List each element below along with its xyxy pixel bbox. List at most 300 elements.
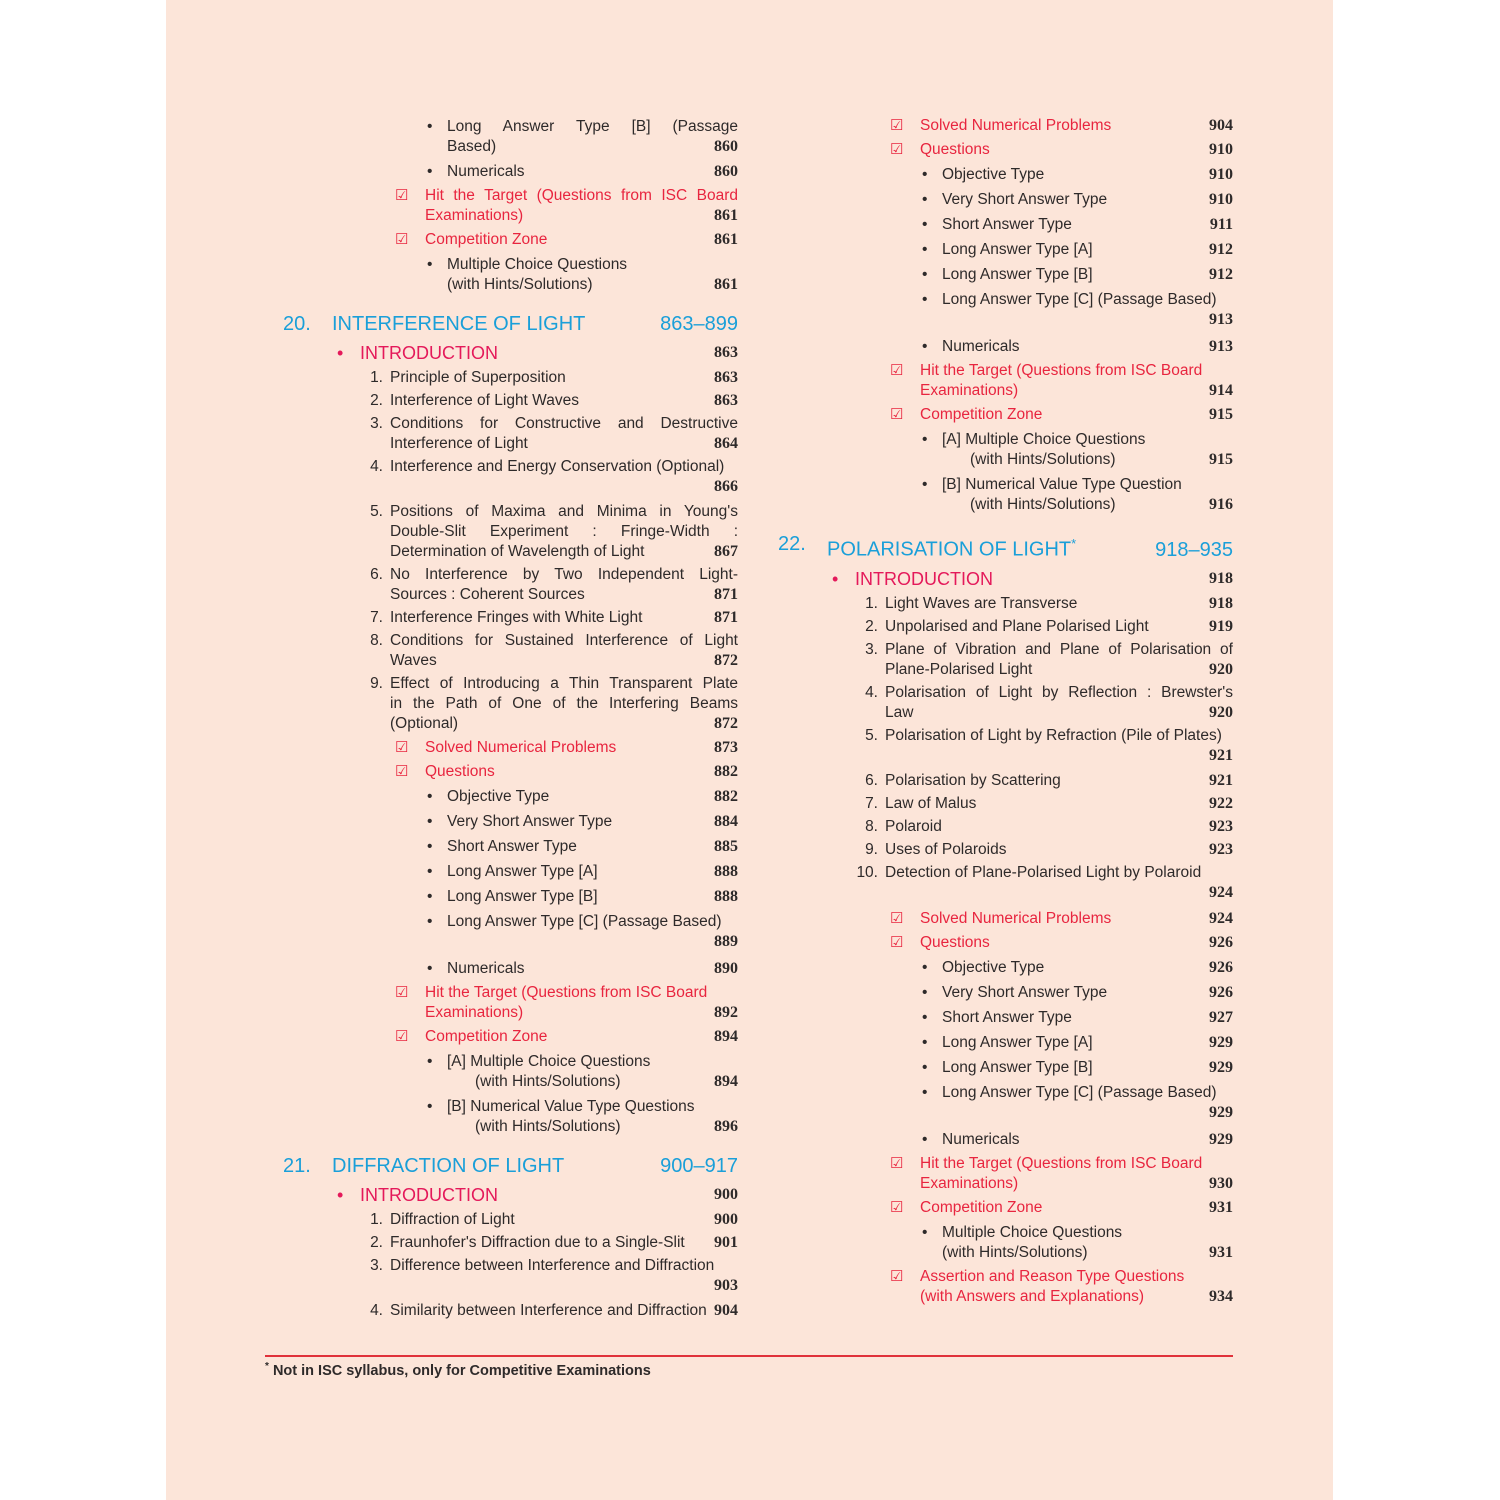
entry-body: [778, 640, 1233, 680]
subsection-entry[interactable]: [778, 290, 1233, 332]
page-number: 923: [1209, 817, 1233, 835]
entry-text-line: (with Hints/Solutions): [475, 1118, 621, 1135]
page-number: 888: [714, 888, 738, 905]
bullet-icon: •: [427, 888, 433, 905]
entry-number: 7.: [370, 609, 383, 626]
page-number: 924: [1209, 909, 1233, 927]
page-number: 929: [1209, 1103, 1233, 1121]
subsection-entry[interactable]: [283, 837, 738, 857]
topic-entry[interactable]: [778, 640, 1233, 680]
introduction-heading[interactable]: [778, 567, 1233, 591]
entry-text-line: Conditions for Sustained Interference of Light: [390, 632, 738, 649]
page-number: 915: [1209, 406, 1233, 423]
page-number: 885: [714, 838, 738, 855]
entry-body: [283, 1233, 738, 1253]
bullet-icon: •: [427, 813, 433, 830]
entry-body: [778, 1130, 1233, 1150]
entry-body: [283, 1256, 738, 1298]
subsection-entry[interactable]: [778, 337, 1233, 357]
entry-text-line: Long Answer Type [B]: [447, 888, 598, 905]
subsection-entry[interactable]: [283, 862, 738, 882]
page-number: 913: [1209, 338, 1233, 355]
entry-text-line: Similarity between Interference and Diffraction: [390, 1302, 707, 1319]
entry-text-line: Objective Type: [447, 788, 550, 805]
entry-body: [283, 983, 738, 1023]
page-number: 863–899: [660, 313, 738, 335]
page-number: 866: [714, 478, 738, 495]
topic-entry[interactable]: [778, 863, 1233, 905]
topic-entry[interactable]: [283, 631, 738, 671]
entry-body: [283, 391, 738, 411]
footnote-text: Not in ISC syllabus, only for Competitive Examinations: [272, 1362, 651, 1379]
entry-text-line: Short Answer Type: [447, 838, 577, 855]
entry-text-line: Unpolarised and Plane Polarised Light: [885, 617, 1149, 635]
page-number: 860: [714, 163, 738, 180]
section-entry[interactable]: [283, 762, 738, 782]
entry-title: POLARISATION OF LIGHT: [827, 538, 1072, 561]
page-number: 918: [1209, 594, 1233, 612]
subsection-entry[interactable]: [778, 958, 1233, 978]
page-number: 924: [1209, 883, 1233, 901]
section-entry[interactable]: [778, 405, 1233, 425]
page-number: 918–935: [1155, 538, 1233, 561]
page-number: 888: [714, 863, 738, 880]
bullet-icon: •: [922, 1083, 928, 1101]
bullet-icon: •: [922, 983, 928, 1001]
entry-text-line: Short Answer Type: [942, 1008, 1072, 1026]
page-number: 929: [1209, 1058, 1233, 1076]
chapter-heading[interactable]: [283, 1153, 738, 1179]
entry-number: 10.: [856, 863, 878, 881]
subsection-entry[interactable]: [778, 240, 1233, 260]
page-number: 926: [1209, 958, 1233, 976]
bullet-icon: •: [922, 958, 928, 976]
entry-text-line: Examinations): [920, 1174, 1019, 1192]
topic-entry[interactable]: [778, 794, 1233, 814]
section-entry[interactable]: [778, 361, 1233, 401]
bullet-icon: •: [922, 191, 928, 208]
entry-text-line: Solved Numerical Problems: [920, 909, 1112, 927]
entry-body: [283, 1210, 738, 1230]
subsection-entry[interactable]: [778, 1223, 1233, 1263]
entry-body: [778, 215, 1233, 235]
entry-body: [778, 726, 1233, 768]
entry-body: [778, 475, 1233, 515]
bullet-icon: •: [922, 476, 928, 493]
entry-body: [283, 912, 738, 954]
page-number: 900: [714, 1211, 738, 1228]
entry-text-line: Numericals: [447, 960, 525, 977]
entry-text-line: Interference and Energy Conservation (Optional): [390, 458, 725, 475]
page-number: 871: [714, 586, 738, 603]
page-number: 861: [714, 207, 738, 224]
entry-body: [283, 1183, 738, 1207]
page-number: 896: [714, 1118, 738, 1135]
introduction-heading[interactable]: [283, 341, 738, 365]
page-number: 903: [714, 1277, 738, 1294]
bullet-icon: •: [427, 913, 433, 930]
entry-text-line: Numericals: [447, 163, 525, 180]
entry-text-line: Hit the Target (Questions from ISC Board: [425, 984, 708, 1001]
entry-text-line: Determination of Wavelength of Light: [390, 543, 645, 560]
entry-body: [778, 1058, 1233, 1078]
entry-number: 3.: [865, 640, 878, 658]
page-number: 863: [714, 392, 738, 409]
entry-body: [778, 817, 1233, 837]
entry-text-line: Numericals: [942, 338, 1020, 355]
entry-text-line: (with Hints/Solutions): [942, 1243, 1088, 1261]
entry-number: 4.: [370, 1302, 383, 1319]
entry-text-line: Polaroid: [885, 817, 942, 835]
topic-entry[interactable]: [778, 683, 1233, 723]
chapter-heading[interactable]: [778, 531, 1233, 563]
page-number: 884: [714, 813, 738, 830]
entry-text-line: [B] Numerical Value Type Question: [942, 476, 1182, 493]
entry-body: [778, 617, 1233, 637]
entry-text-line: INTRODUCTION: [855, 568, 993, 589]
section-entry[interactable]: [778, 1154, 1233, 1194]
topic-entry[interactable]: [778, 617, 1233, 637]
section-entry[interactable]: [778, 933, 1233, 953]
bullet-icon: •: [922, 216, 928, 233]
entry-body: [778, 1008, 1233, 1028]
chapter-heading[interactable]: [283, 311, 738, 337]
section-entry[interactable]: [778, 116, 1233, 136]
bullet-icon: •: [427, 118, 433, 135]
checkbox-icon: ☑: [395, 763, 409, 780]
page-number: 910: [1209, 141, 1233, 158]
entry-number: 5.: [865, 726, 878, 744]
entry-text-line: Diffraction of Light: [390, 1211, 515, 1228]
entry-body: [778, 983, 1233, 1003]
entry-body: [283, 230, 738, 250]
toc-right-column: [778, 112, 1233, 1307]
page-number: 861: [714, 231, 738, 248]
checkbox-icon: ☑: [890, 1154, 904, 1172]
checkbox-icon: ☑: [395, 739, 409, 756]
entry-text-line: Law of Malus: [885, 794, 977, 812]
section-entry[interactable]: [283, 230, 738, 250]
bullet-icon: •: [337, 1185, 344, 1205]
subsection-entry[interactable]: [778, 1130, 1233, 1150]
entry-text-line: Double-Slit Experiment : Fringe-Width :: [390, 523, 738, 540]
topic-entry[interactable]: [283, 1301, 738, 1321]
entry-body: [283, 887, 738, 907]
page-number: 900–917: [660, 1155, 738, 1177]
entry-text-line: Fraunhofer's Diffraction due to a Single-Slit: [390, 1234, 685, 1251]
bullet-icon: •: [922, 266, 928, 283]
topic-entry[interactable]: [283, 1233, 738, 1253]
entry-number: 6.: [865, 771, 878, 789]
entry-text-line: Interference of Light Waves: [390, 392, 579, 409]
topic-entry[interactable]: [283, 391, 738, 411]
entry-text-line: INTRODUCTION: [360, 343, 498, 363]
entry-text-line: Waves: [390, 652, 437, 669]
entry-text-line: Assertion and Reason Type Questions: [920, 1267, 1185, 1285]
entry-body: [283, 762, 738, 782]
entry-text-line: Questions: [920, 933, 990, 951]
subsection-entry[interactable]: [283, 912, 738, 954]
entry-text-line: Long Answer Type [A]: [447, 863, 598, 880]
page-number: 922: [1209, 794, 1233, 812]
subsection-entry[interactable]: [778, 475, 1233, 515]
subsection-entry[interactable]: [778, 1058, 1233, 1078]
entry-text-line: Detection of Plane-Polarised Light by Polaroid: [885, 863, 1202, 881]
subsection-entry[interactable]: [778, 430, 1233, 470]
page-number: 920: [1209, 660, 1233, 678]
asterisk-mark: *: [1071, 536, 1077, 551]
entry-body: [778, 265, 1233, 285]
topic-entry[interactable]: [283, 1256, 738, 1298]
subsection-entry[interactable]: [283, 812, 738, 832]
topic-entry[interactable]: [283, 1210, 738, 1230]
bullet-icon: •: [427, 863, 433, 880]
bullet-icon: •: [922, 241, 928, 258]
checkbox-icon: ☑: [890, 1267, 904, 1285]
entry-text-line: Competition Zone: [425, 1028, 548, 1045]
page-number: 904: [714, 1302, 738, 1319]
topic-entry[interactable]: [778, 771, 1233, 791]
entry-body: [283, 674, 738, 734]
entry-text-line: Solved Numerical Problems: [425, 739, 617, 756]
topic-entry[interactable]: [778, 840, 1233, 860]
checkbox-icon: ☑: [890, 141, 904, 158]
entry-text-line: Long Answer Type [C] (Passage Based): [942, 291, 1217, 308]
topic-entry[interactable]: [283, 674, 738, 734]
entry-text-line: (with Answers and Explanations): [920, 1287, 1145, 1305]
entry-text-line: Long Answer Type [A]: [942, 1033, 1093, 1051]
topic-entry[interactable]: [283, 502, 738, 562]
page-number: 921: [1209, 771, 1233, 789]
entry-text-line: Principle of Superposition: [390, 369, 566, 386]
subsection-entry[interactable]: [283, 1097, 738, 1137]
entry-body: [283, 162, 738, 182]
section-entry[interactable]: [283, 738, 738, 758]
entry-number: 9.: [370, 675, 383, 692]
checkbox-icon: ☑: [890, 117, 904, 134]
entry-text-line: Solved Numerical Problems: [920, 117, 1112, 134]
entry-text-line: Questions: [425, 763, 495, 780]
entry-body: [778, 567, 1233, 591]
checkbox-icon: ☑: [890, 362, 904, 379]
topic-entry[interactable]: [283, 608, 738, 628]
page-number: 923: [1209, 840, 1233, 858]
bullet-icon: •: [427, 960, 433, 977]
subsection-entry[interactable]: [778, 265, 1233, 285]
entry-text-line: Plane-Polarised Light: [885, 660, 1033, 678]
entry-text-line: Hit the Target (Questions from ISC Board: [425, 187, 738, 204]
entry-body: [778, 840, 1233, 860]
entry-text-line: DIFFRACTION OF LIGHT: [332, 1155, 565, 1177]
entry-text-line: Difference between Interference and Diffraction: [390, 1257, 715, 1274]
page-number: 921: [1209, 746, 1233, 764]
entry-number: 7.: [865, 794, 878, 812]
section-entry[interactable]: [283, 983, 738, 1023]
entry-number: 20.: [283, 313, 311, 335]
page-number: 931: [1209, 1243, 1233, 1261]
page-number: 929: [1209, 1033, 1233, 1051]
section-entry[interactable]: [778, 1198, 1233, 1218]
entry-number: 2.: [370, 1234, 383, 1251]
entry-text-line: Sources : Coherent Sources: [390, 586, 585, 603]
entry-body: [778, 405, 1233, 425]
entry-number: 2.: [370, 392, 383, 409]
entry-body: [283, 1027, 738, 1047]
entry-body: [778, 190, 1233, 210]
entry-text-line: [A] Multiple Choice Questions: [447, 1053, 651, 1070]
entry-text-line: (with Hints/Solutions): [475, 1073, 621, 1090]
entry-number: 4.: [865, 683, 878, 701]
checkbox-icon: ☑: [395, 1028, 409, 1045]
checkbox-icon: ☑: [890, 406, 904, 423]
page-number: 930: [1209, 1174, 1233, 1192]
entry-number: 2.: [865, 617, 878, 635]
topic-entry[interactable]: [283, 457, 738, 499]
topic-entry[interactable]: [283, 368, 738, 388]
subsection-entry[interactable]: [778, 1008, 1233, 1028]
introduction-heading[interactable]: [283, 1183, 738, 1207]
entry-text-line: Examinations): [920, 382, 1019, 399]
page-number: 926: [1209, 983, 1233, 1001]
subsection-entry[interactable]: [778, 190, 1233, 210]
section-entry[interactable]: [283, 186, 738, 226]
entry-body: [283, 117, 738, 157]
page-number: 871: [714, 609, 738, 626]
footnote: * Not in ISC syllabus, only for Competitive Examinations: [265, 1361, 651, 1379]
entry-text-line: Effect of Introducing a Thin Transparent Plate: [390, 675, 738, 692]
entry-body: [778, 290, 1233, 332]
page-number: 920: [1209, 703, 1233, 721]
entry-text-line: Interference of Light: [390, 435, 528, 452]
checkbox-icon: ☑: [890, 909, 904, 927]
section-entry[interactable]: [778, 909, 1233, 929]
bullet-icon: •: [427, 1053, 433, 1070]
page-number: 913: [1209, 311, 1233, 328]
entry-body: [283, 186, 738, 226]
bullet-icon: •: [922, 1130, 928, 1148]
subsection-entry[interactable]: [283, 162, 738, 182]
entry-text-line: Examinations): [425, 1004, 524, 1021]
subsection-entry[interactable]: [283, 959, 738, 979]
subsection-entry[interactable]: [283, 787, 738, 807]
subsection-entry[interactable]: [283, 255, 738, 295]
entry-body: [283, 812, 738, 832]
page-number: 860: [714, 138, 738, 155]
subsection-entry[interactable]: [778, 215, 1233, 235]
entry-body: [283, 1052, 738, 1092]
bullet-icon: •: [922, 1033, 928, 1051]
entry-body: [778, 361, 1233, 401]
entry-body: [283, 738, 738, 758]
page-number: 890: [714, 960, 738, 977]
checkbox-icon: ☑: [890, 1198, 904, 1216]
entry-text-line: in the Path of One of the Interfering Beams: [390, 695, 738, 712]
page-number: 911: [1209, 216, 1233, 233]
subsection-entry[interactable]: [778, 1033, 1233, 1053]
entry-body: [283, 502, 738, 562]
entry-text-line: Conditions for Constructive and Destructive: [390, 415, 738, 432]
bullet-icon: •: [427, 256, 433, 273]
subsection-entry[interactable]: [778, 983, 1233, 1003]
entry-body: [283, 311, 738, 337]
entry-text-line: Long Answer Type [A]: [942, 241, 1093, 258]
entry-text-line: Objective Type: [942, 958, 1045, 976]
entry-body: [283, 608, 738, 628]
page-number: 901: [714, 1234, 738, 1251]
page-number: 927: [1209, 1008, 1233, 1026]
entry-body: [283, 1153, 738, 1179]
topic-entry[interactable]: [778, 817, 1233, 837]
entry-number: 3.: [370, 415, 383, 432]
checkbox-icon: ☑: [395, 187, 409, 204]
bullet-icon: •: [922, 1058, 928, 1076]
page-number: 861: [714, 276, 738, 293]
subsection-entry[interactable]: [283, 117, 738, 157]
subsection-entry[interactable]: [778, 165, 1233, 185]
page-number: 894: [714, 1028, 738, 1045]
page-number: 867: [714, 543, 738, 560]
page-number: 882: [714, 763, 738, 780]
entry-text-line: Competition Zone: [425, 231, 548, 248]
entry-body: [778, 1223, 1233, 1263]
entry-text-line: Numericals: [942, 1130, 1020, 1148]
section-entry[interactable]: [778, 140, 1233, 160]
entry-text-line: Positions of Maxima and Minima in Young's: [390, 503, 738, 520]
subsection-entry[interactable]: [778, 1083, 1233, 1125]
page-number: 889: [714, 933, 738, 950]
entry-body: [778, 933, 1233, 953]
entry-text-line: Multiple Choice Questions: [447, 256, 628, 273]
bullet-icon: •: [427, 788, 433, 805]
entry-number: 5.: [370, 503, 383, 520]
entry-body: [778, 1083, 1233, 1125]
page-number: 926: [1209, 933, 1233, 951]
page-number: 894: [714, 1073, 738, 1090]
entry-body: [778, 430, 1233, 470]
entry-number: 1.: [370, 1211, 383, 1228]
entry-body: [283, 862, 738, 882]
entry-text-line: Polarisation of Light by Refraction (Pile of Plates): [885, 726, 1222, 744]
entry-text-line: Uses of Polaroids: [885, 840, 1007, 858]
entry-text-line: Polarisation by Scattering: [885, 771, 1061, 789]
entry-number: 1.: [370, 369, 383, 386]
page-number: 872: [714, 652, 738, 669]
entry-text-line: Competition Zone: [920, 406, 1043, 423]
subsection-entry[interactable]: [283, 1052, 738, 1092]
bullet-icon: •: [922, 1008, 928, 1026]
bullet-icon: •: [922, 166, 928, 183]
page-number: 929: [1209, 1130, 1233, 1148]
topic-entry[interactable]: [283, 414, 738, 454]
topic-entry[interactable]: [778, 594, 1233, 614]
footnote-divider: [265, 1355, 1233, 1357]
subsection-entry[interactable]: [283, 887, 738, 907]
bullet-icon: •: [922, 1223, 928, 1241]
entry-body: [778, 863, 1233, 905]
page-number: 872: [714, 715, 738, 732]
entry-body: [778, 165, 1233, 185]
entry-number: 4.: [370, 458, 383, 475]
entry-text-line: [A] Multiple Choice Questions: [942, 431, 1146, 448]
section-entry[interactable]: [778, 1267, 1233, 1307]
topic-entry[interactable]: [778, 726, 1233, 768]
entry-text-line: Long Answer Type [C] (Passage Based): [447, 913, 722, 930]
topic-entry[interactable]: [283, 565, 738, 605]
page-number: 919: [1209, 617, 1233, 635]
section-entry[interactable]: [283, 1027, 738, 1047]
entry-body: [778, 1267, 1233, 1307]
page-number: 915: [1209, 451, 1233, 468]
